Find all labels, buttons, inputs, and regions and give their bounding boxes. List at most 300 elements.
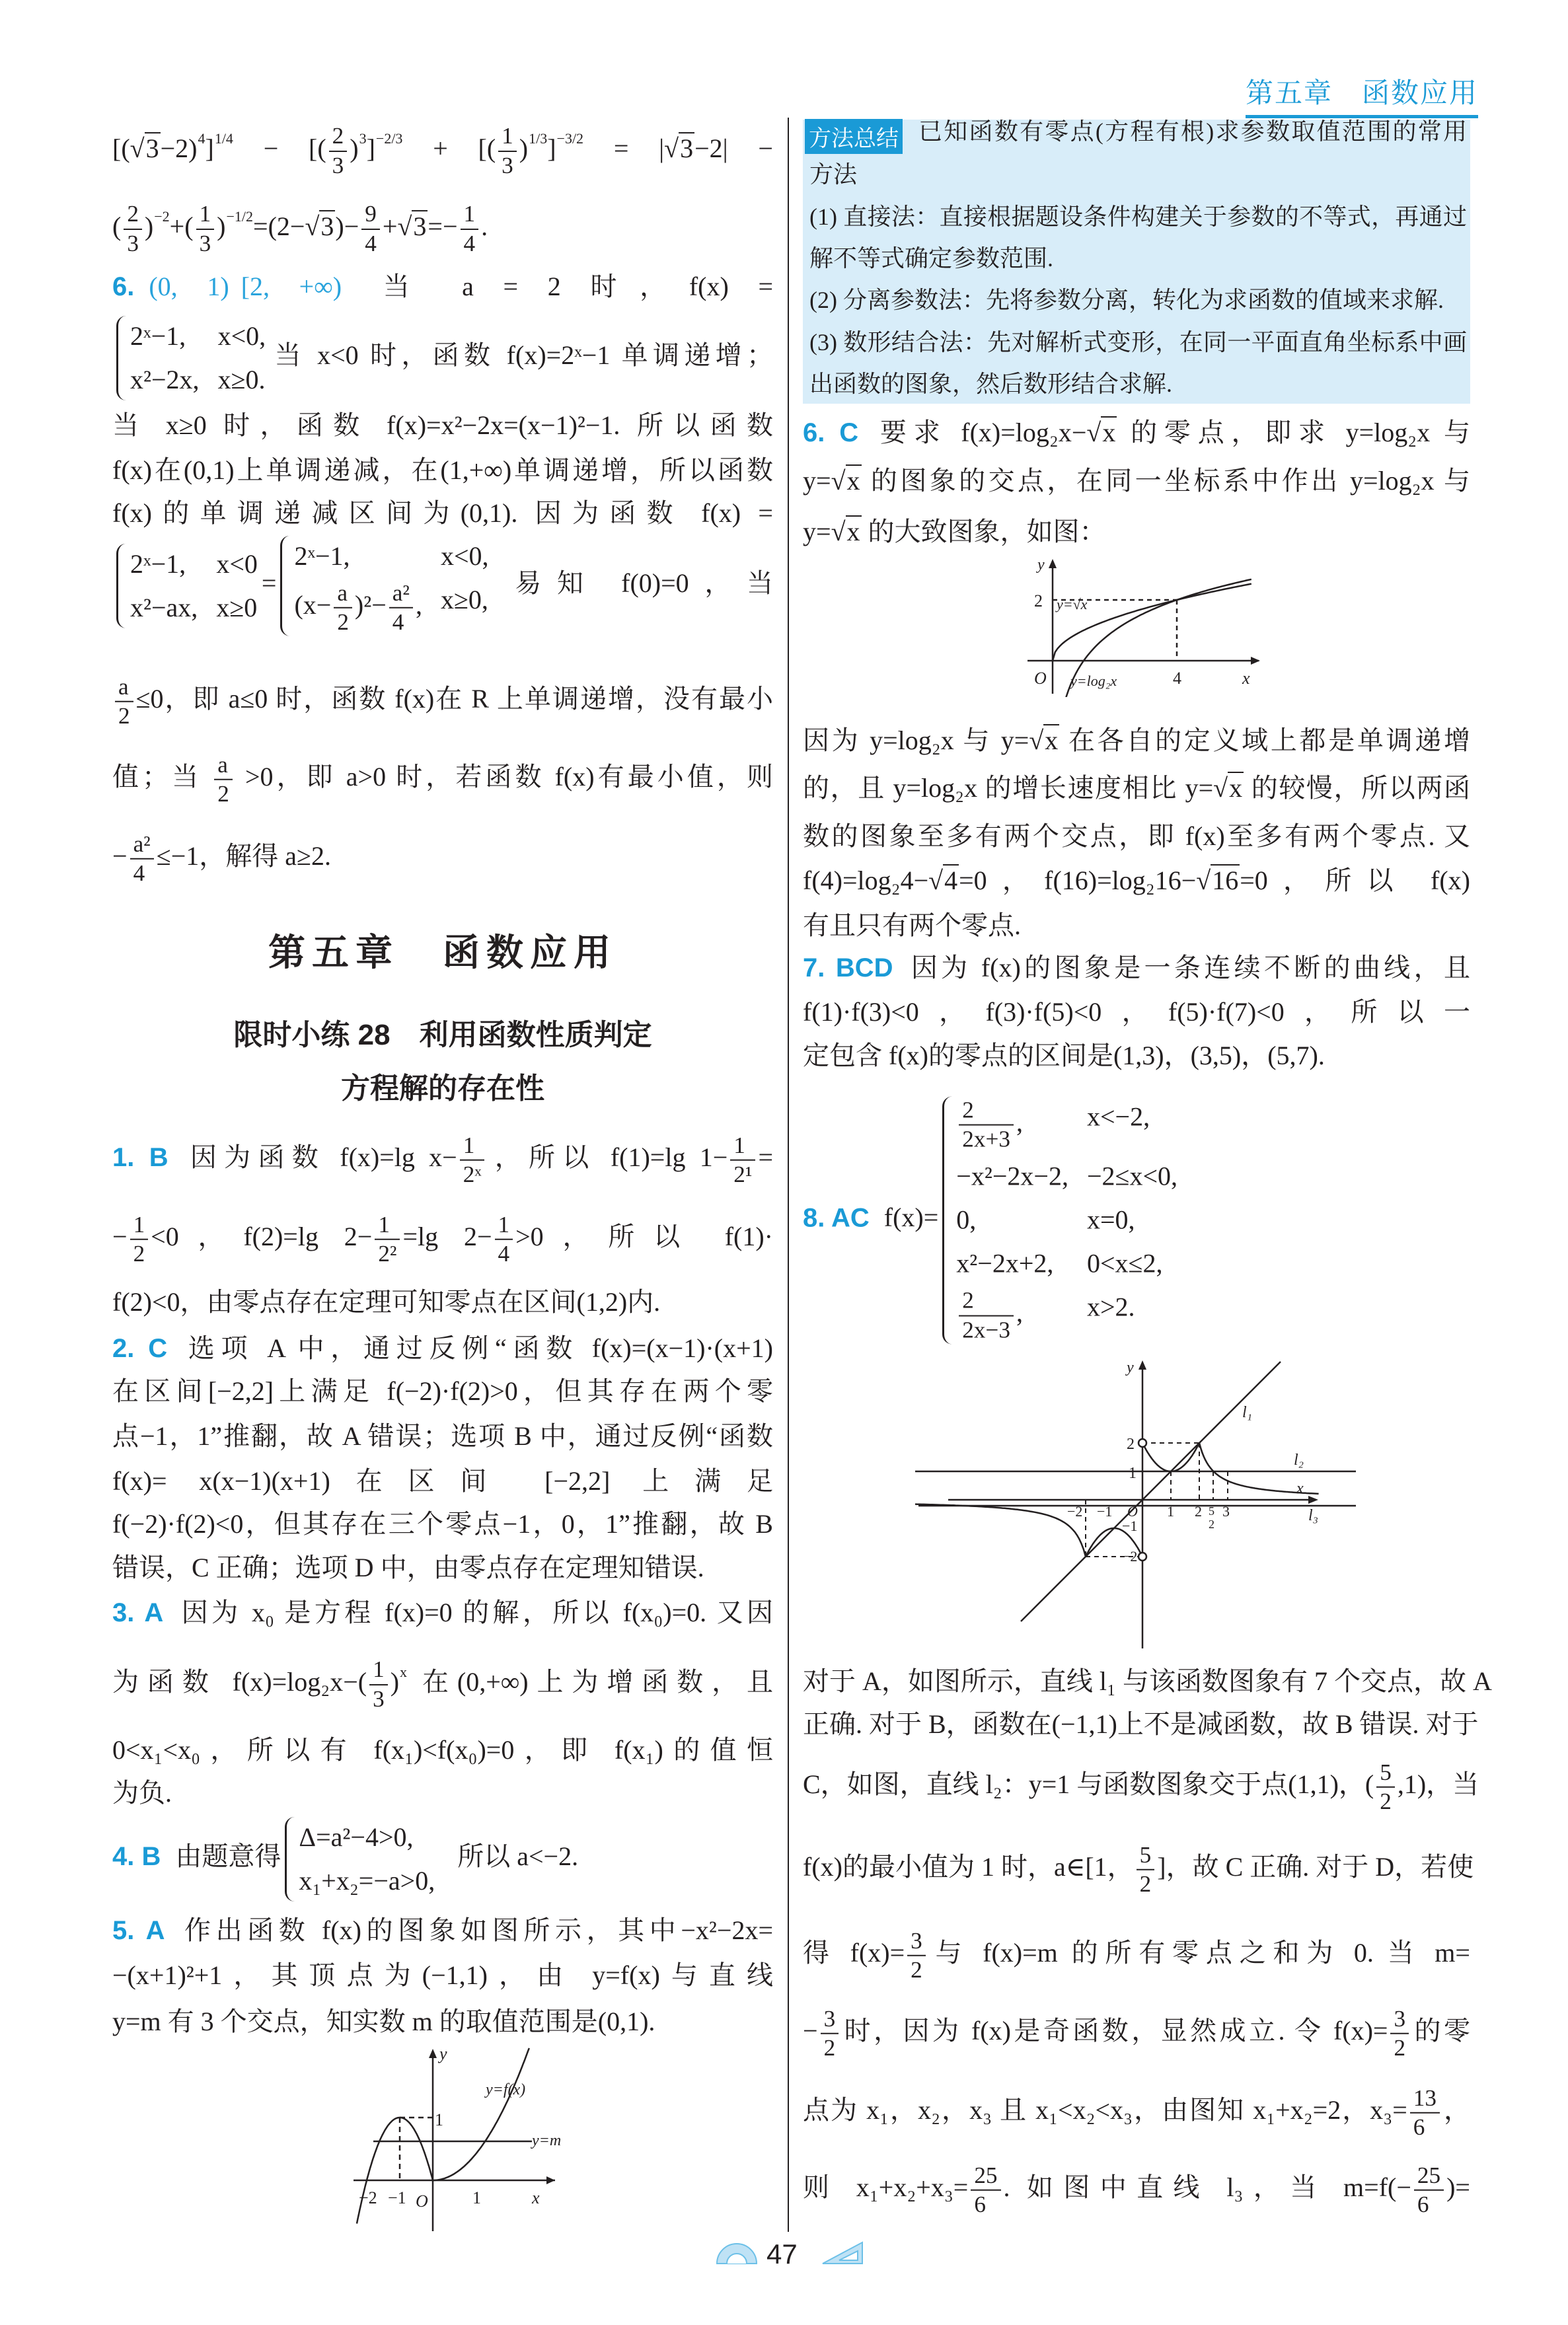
fraction (130, 830, 154, 887)
text-run: = | (583, 133, 665, 163)
denominator: 4 (498, 1241, 510, 1267)
fraction (214, 751, 233, 808)
tick-label: 1 (1167, 1503, 1174, 1520)
denominator: 4 (365, 230, 377, 256)
radicand: 3 (145, 133, 159, 163)
denominator: 2 (118, 703, 130, 729)
tick-label: 1 (1129, 1465, 1137, 1482)
text-run: ≤0，即 a≤0 时，函数 f(x)在 R 上单调递增，没有最小 (135, 684, 773, 714)
answer-value: (0, 1) (149, 272, 229, 301)
piecewise-cell (216, 544, 258, 585)
text-run: ] (547, 133, 556, 163)
numerator: 3 (907, 1927, 926, 1956)
text-line (918, 112, 1467, 151)
text-run: (3) 数形结合法：先对解析式变形，在同一平面直角坐标系中画 (809, 329, 1467, 355)
y-label: y (1127, 1359, 1134, 1376)
text-run: =lg 2− (402, 1222, 492, 1252)
piecewise (942, 1097, 1177, 1345)
text-run: 因为 x₀ 是方程 f(x)=0 的解，所以 f(x₀)=0. 又因 (178, 1598, 773, 1627)
tick-label: 4 (1173, 669, 1181, 688)
text-run: 已知函数有零点(方程有根)求参数取值范围的常用 (918, 118, 1467, 145)
radicand: x (846, 517, 860, 546)
text-line (112, 451, 773, 490)
denominator: 2 (1394, 2035, 1406, 2061)
text-run: = (261, 568, 277, 599)
text-line (803, 1662, 1492, 1701)
question-number: 7. BCD (803, 953, 893, 982)
question-number: 5. A (112, 1916, 165, 1945)
text-run: 0, (956, 1205, 977, 1235)
text-line (803, 768, 1470, 808)
numerator: 1 (495, 1211, 513, 1240)
numerator: 3 (1390, 2005, 1409, 2034)
y-label: y (439, 2045, 447, 2063)
text-run: 解不等式确定参数范围. (809, 245, 1054, 272)
fraction (1390, 2005, 1409, 2062)
text-line (803, 948, 1470, 988)
text-line (809, 280, 1467, 320)
text-run: ) (390, 1666, 400, 1697)
x-arrow-icon (1251, 657, 1260, 665)
text-run: x≥0 (216, 593, 258, 622)
text-run: C，如图，直线 l₂：y=1 与函数图象交于点(1,1)，( (803, 1769, 1374, 1800)
text-line (112, 536, 773, 636)
piecewise-rows (130, 316, 266, 400)
tick-label: −2 (1067, 1503, 1083, 1520)
text-run: ，所以 f(1)=lg 1− (487, 1142, 728, 1173)
text-run: − (112, 1222, 128, 1252)
piecewise-cell (956, 1097, 1068, 1154)
text-run: f(1)·f(3)<0，f(3)·f(5)<0，f(5)·f(7)<0，所以一 (803, 997, 1470, 1027)
text-run: 所以 a<−2. (457, 1841, 579, 1872)
fraction (495, 1211, 513, 1268)
superscript: 1/3 (529, 130, 548, 147)
text-run: y= (803, 517, 831, 546)
superscript: −2 (154, 208, 170, 225)
text-run: f(x)= x(x−1)(x+1)在区间 [−2,2] 上满足 (112, 1466, 773, 1496)
text-run: 对于 A，如图所示，直线 l₁ 与该函数图象有 7 个交点，故 A (803, 1666, 1492, 1696)
text-run: 在各自的定义域上都是单调递增 (1059, 725, 1470, 755)
line-l1 (1021, 1362, 1281, 1621)
radical-sign-icon: √ (305, 211, 320, 241)
text-line (112, 406, 773, 445)
denominator: 2 (1139, 1871, 1152, 1897)
fraction (460, 1132, 485, 1189)
text-run: + [( (402, 133, 496, 163)
text-line (112, 119, 773, 180)
text-run: Δ=a²−4>0, (299, 1822, 414, 1852)
x-arrow-icon (546, 2176, 555, 2184)
text-line (112, 1282, 773, 1322)
text-run: f(x)= (883, 1202, 939, 1233)
text-line (112, 1956, 773, 1995)
piecewise-cell (1087, 1097, 1177, 1154)
fraction (1137, 1841, 1155, 1898)
fraction (907, 1927, 926, 1984)
numerator: 9 (361, 201, 380, 230)
x-label: x (1296, 1480, 1304, 1497)
piecewise-cell (130, 587, 198, 628)
line-label: y=m (532, 2132, 562, 2149)
fraction (196, 201, 215, 258)
text-run: 2ˣ−1, (130, 321, 186, 351)
text-run: [( (112, 133, 130, 163)
square-root (305, 210, 335, 241)
piecewise-cell (299, 1861, 435, 1901)
piecewise-cell (441, 536, 489, 577)
l3-label: l₃ (1308, 1507, 1319, 1524)
text-run: , (1016, 1107, 1023, 1137)
fraction (375, 1211, 400, 1268)
radical-sign-icon: √ (130, 133, 145, 163)
text-run: 在(0,+∞)上为增函数，且 (407, 1666, 773, 1697)
text-run: 作出函数 f(x)的图象如图所示，其中−x²−2x= (179, 1915, 773, 1945)
text-line (803, 1097, 1470, 1345)
numerator: 5 (1376, 1759, 1395, 1788)
text-run: 为函数 f(x)=log₂x−( (112, 1666, 367, 1697)
column-divider (788, 118, 789, 2232)
x-label: x (532, 2188, 540, 2207)
piecewise (285, 1817, 453, 1901)
piecewise-cell (1087, 1243, 1177, 1284)
piecewise-cell (294, 579, 422, 636)
denominator: 4 (133, 860, 145, 886)
numerator: 1 (730, 1132, 755, 1161)
text-run: 当 x<0 时，函数 f(x)=2ˣ−1 单调递增； (270, 340, 773, 371)
left-brace-icon (116, 544, 126, 628)
text-line (112, 267, 773, 307)
text-run: x²−2x+2, (956, 1249, 1054, 1278)
text-run: x≥0. (217, 365, 266, 394)
tick-label: 2 (1127, 1436, 1135, 1453)
text-line (112, 494, 773, 533)
tick-label: −2 (1122, 1548, 1138, 1565)
text-run: 2ˣ−1, (130, 549, 186, 579)
text-run: 定包含 f(x)的零点的区间是(1,3)，(3,5)，(5,7). (803, 1041, 1325, 1070)
text-line (112, 751, 773, 808)
fraction (971, 2162, 1000, 2219)
numerator: 1 (461, 201, 479, 230)
denominator: 3 (332, 152, 344, 178)
text-run: x<−2, (1086, 1101, 1150, 1132)
graph-item8 (912, 1358, 1368, 1655)
tick-label: 2 (1209, 1518, 1214, 1531)
radical-sign-icon: √ (397, 211, 412, 241)
text-run: x<0 (216, 549, 258, 579)
text-run: x₁+x₂=−a>0, (299, 1866, 435, 1896)
fraction (389, 579, 413, 636)
text-run: 0<x≤2, (1086, 1249, 1163, 1278)
open-point (1139, 1439, 1146, 1447)
numerator: a (214, 751, 233, 780)
text-run: )²− (354, 590, 387, 620)
piecewise-cell (1087, 1287, 1177, 1344)
text-line (803, 861, 1470, 901)
text-line (112, 1730, 773, 1770)
piecewise (280, 536, 488, 636)
left-brace-icon (280, 536, 290, 636)
superscript: 1/4 (214, 130, 233, 147)
text-run: 时，因为 f(x)是奇函数，显然成立. 令 f(x)= (841, 2016, 1388, 2046)
square-root (1086, 416, 1117, 447)
text-run: ] (205, 133, 214, 163)
text-run: ) (519, 133, 529, 163)
numerator: 2 (124, 201, 142, 230)
y-arrow-icon (1139, 1360, 1146, 1370)
text-run: 与 f(x)=m 的所有零点之和为 0. 当 m= (928, 1938, 1470, 1968)
text-run: =(2− (253, 211, 305, 241)
piecewise-cell (130, 544, 198, 585)
piecewise-rows (130, 544, 258, 628)
curve-label: y=f(x) (486, 2081, 526, 2098)
text-run: 出函数的图象，然后数形结合求解. (809, 371, 1173, 397)
y-label: y (1037, 556, 1045, 573)
text-run: x<0, (440, 540, 489, 571)
piecewise-cell (218, 359, 266, 400)
log-label: y=log₂x (1070, 673, 1117, 689)
radicand: 3 (413, 211, 427, 241)
fraction (369, 1656, 388, 1713)
fraction (821, 2005, 839, 2062)
radical-sign-icon: √ (831, 466, 846, 496)
radicand: 4 (944, 866, 958, 895)
text-line (112, 1593, 773, 1633)
numerator: 25 (1414, 2162, 1444, 2191)
text-line (803, 2005, 1470, 2062)
denominator: 3 (127, 230, 139, 256)
question-number: 3. A (112, 1598, 164, 1627)
text-line (803, 2162, 1470, 2219)
text-line (803, 413, 1470, 453)
protractor-icon (714, 2240, 760, 2266)
piecewise-cell (216, 587, 258, 628)
text-run: x=0, (1086, 1205, 1135, 1235)
text-run: ) (350, 133, 359, 163)
text-line (112, 1911, 773, 1950)
denominator: 2 (823, 2035, 836, 2061)
text-run: f(x)在(0,1)上单调递减，在(1,+∞)单调递增，所以函数 (112, 455, 773, 485)
text-run: 选项 A 中，通过反例“函数 f(x)=(x−1)·(x+1) (182, 1333, 774, 1363)
piecewise-cell (956, 1287, 1068, 1344)
superscript: −3/2 (556, 130, 584, 147)
text-line (809, 239, 1467, 278)
text-line (809, 322, 1467, 362)
text-line (803, 906, 1470, 945)
square-root (130, 132, 161, 163)
numerator: 3 (821, 2005, 839, 2034)
text-run: −2| − (694, 133, 773, 163)
text-run: <0，f(2)=lg 2− (151, 1222, 373, 1252)
text-run: 当 a = 2 时，f(x) = (354, 272, 774, 301)
graph-item5 (334, 2045, 572, 2233)
answer-value: [2, +∞) (241, 272, 342, 301)
text-line (809, 197, 1467, 237)
denominator: 2 (217, 781, 229, 807)
text-run: 为负. (112, 1778, 172, 1808)
tick-label: 2 (1034, 591, 1043, 610)
denominator: 2x−3 (962, 1317, 1010, 1343)
text-run: =0，f(16)=log₂16− (959, 866, 1197, 895)
numerator: a (334, 579, 352, 609)
fraction (959, 1097, 1014, 1154)
text-line (112, 1548, 773, 1588)
text-run: 的零点，即求 y=log₂x 与 (1117, 418, 1470, 447)
text-line (803, 992, 1470, 1032)
numerator: 1 (460, 1132, 485, 1161)
fraction (461, 201, 479, 258)
radical-sign-icon: √ (928, 866, 944, 895)
numerator: 1 (498, 123, 517, 152)
text-run: 的，且 y=log₂x 的增长速度相比 y= (803, 773, 1214, 803)
piecewise-cell (956, 1156, 1068, 1197)
piecewise-cell (441, 579, 489, 636)
text-run: 要求 f(x)=log₂x− (873, 418, 1087, 447)
tick-label: 5 (1209, 1504, 1214, 1518)
chapter-title: 第五章 函数应用 (268, 933, 617, 974)
open-point (1139, 1553, 1146, 1561)
text-run: 2ˣ−1, (294, 540, 350, 571)
text-line (112, 1817, 773, 1901)
piecewise-cell (130, 316, 200, 357)
text-run: (1) 直接法：直接根据题设条件构建关于参数的不等式，再通过 (809, 203, 1467, 230)
text-run: ,1)，当 (1397, 1769, 1479, 1800)
text-line (112, 1132, 773, 1189)
numerator: 25 (971, 2162, 1000, 2191)
fraction (1410, 2085, 1440, 2141)
question-number: 2. C (112, 1334, 168, 1363)
denominator: 2² (378, 1241, 397, 1267)
text-line (112, 1329, 773, 1368)
section-subtitle: 方程解的存在性 (341, 1072, 544, 1105)
superscript: 4 (198, 130, 205, 147)
text-run: . 如图中直线 l₃，当 m=f(− (1003, 2172, 1411, 2203)
denominator: 4 (463, 230, 476, 256)
running-head: 第五章 函数应用 (1246, 71, 1478, 118)
fraction (959, 1287, 1014, 1344)
square-root (928, 864, 959, 895)
text-run: 正确. 对于 B，函数在(−1,1)上不是减函数，故 B 错误. 对于 (803, 1709, 1479, 1739)
section-title: 限时小练 28 利用函数性质判定 (233, 1019, 652, 1051)
text-line (803, 461, 1470, 501)
text-run: −2) (160, 133, 198, 163)
fraction (130, 1211, 149, 1268)
text-run: . (481, 211, 488, 241)
text-run: 得 f(x)= (803, 1938, 905, 1968)
text-run: y=m 有 3 个交点，知实数 m 的取值范围是(0,1). (112, 2007, 655, 2036)
text-run: , (1016, 1298, 1023, 1328)
text-line (112, 1211, 773, 1268)
radicand: 16 (1212, 866, 1239, 895)
text-run: 错误，C 正确；选项 D 中，由零点存在定理知错误. (112, 1553, 704, 1582)
numerator: 1 (375, 1211, 400, 1240)
text-line (803, 2085, 1470, 2141)
text-run: −(x+1)²+1，其顶点为(−1,1)，由 y=f(x)与直线 (112, 1960, 773, 1990)
fraction (498, 123, 517, 180)
denominator: 4 (392, 609, 404, 635)
text-run: (2) 分离参数法：先将参数分离，转化为求函数的值域来求解. (809, 287, 1444, 313)
text-run: 由题意得 (175, 1841, 281, 1872)
text-run: y= (803, 466, 831, 496)
piecewise-rows (294, 536, 488, 636)
text-line (803, 1705, 1479, 1744)
left-brace-icon (942, 1097, 952, 1345)
radicand: x (846, 466, 860, 496)
text-run: − (803, 2016, 818, 2046)
set-square-icon (819, 2240, 866, 2266)
text-line (112, 830, 773, 887)
denominator: 3 (502, 152, 513, 178)
text-run: x≥0, (440, 584, 488, 614)
text-run: − [( (233, 133, 326, 163)
text-run: 易知 f(0)=0，当 (492, 568, 773, 599)
fraction (361, 201, 380, 258)
denominator: 3 (373, 1685, 385, 1712)
fraction (730, 1132, 755, 1189)
fraction (1414, 2162, 1444, 2219)
text-line (112, 1504, 773, 1544)
question-number: 1. B (112, 1143, 168, 1173)
fraction (1376, 1759, 1395, 1816)
denominator: 2 (133, 1241, 145, 1267)
text-run: 有且只有两个零点. (803, 910, 1021, 940)
text-run: >0，所以 f(1)· (515, 1222, 774, 1252)
page-number: 47 (766, 2238, 798, 2270)
text-run: 的图象的交点，在同一坐标系中作出 y=log₂x 与 (861, 466, 1470, 496)
text-run: +( (169, 211, 194, 241)
radicand: 3 (320, 211, 334, 241)
text-run: ] (366, 133, 375, 163)
text-line (112, 673, 773, 730)
text-run: ]，故 C 正确. 对于 D，若使 (1157, 1852, 1474, 1882)
left-brace-icon (285, 1817, 295, 1901)
radicand: x (1229, 773, 1243, 803)
text-line (112, 1773, 773, 1813)
numerator: 2 (959, 1097, 1014, 1126)
piecewise-rows (299, 1817, 453, 1901)
numerator: a² (389, 579, 413, 609)
text-line (803, 512, 1470, 552)
square-root (831, 515, 862, 546)
superscript: x (400, 1664, 408, 1681)
question-number: 6. C (803, 418, 859, 447)
text-line (112, 1372, 773, 1411)
text-run: x²−2x, (130, 365, 200, 394)
piecewise-rows (956, 1097, 1177, 1345)
text-run: f(x)的最小值为 1 时，a∈[1， (803, 1852, 1134, 1882)
denominator: 2 (1380, 1789, 1392, 1814)
text-run: ≤−1，解得 a≥2. (156, 841, 331, 871)
denominator: 6 (1413, 2114, 1425, 2140)
piecewise-cell (299, 1817, 435, 1858)
text-run: 的较慢，所以两函 (1244, 773, 1470, 803)
text-run: )− (335, 211, 359, 241)
l1-label: l₁ (1242, 1404, 1253, 1421)
tick-label: 2 (1195, 1503, 1202, 1520)
numerator: 1 (369, 1656, 388, 1685)
numerator: 2 (959, 1287, 1014, 1316)
text-line (803, 721, 1470, 760)
text-run: 因为函数 f(x)=lg x− (182, 1142, 457, 1173)
text-line (112, 197, 773, 258)
text-run: f(x)的单调递减区间为(0,1). 因为函数 f(x) = (112, 498, 773, 528)
x-label: x (1242, 669, 1250, 688)
radicand: x (1045, 725, 1059, 755)
radicand: 3 (680, 133, 694, 163)
numerator: 2 (329, 123, 348, 152)
denominator: 2¹ (733, 1162, 753, 1187)
l2-label: l₂ (1294, 1452, 1304, 1469)
text-run: ( (112, 211, 122, 241)
